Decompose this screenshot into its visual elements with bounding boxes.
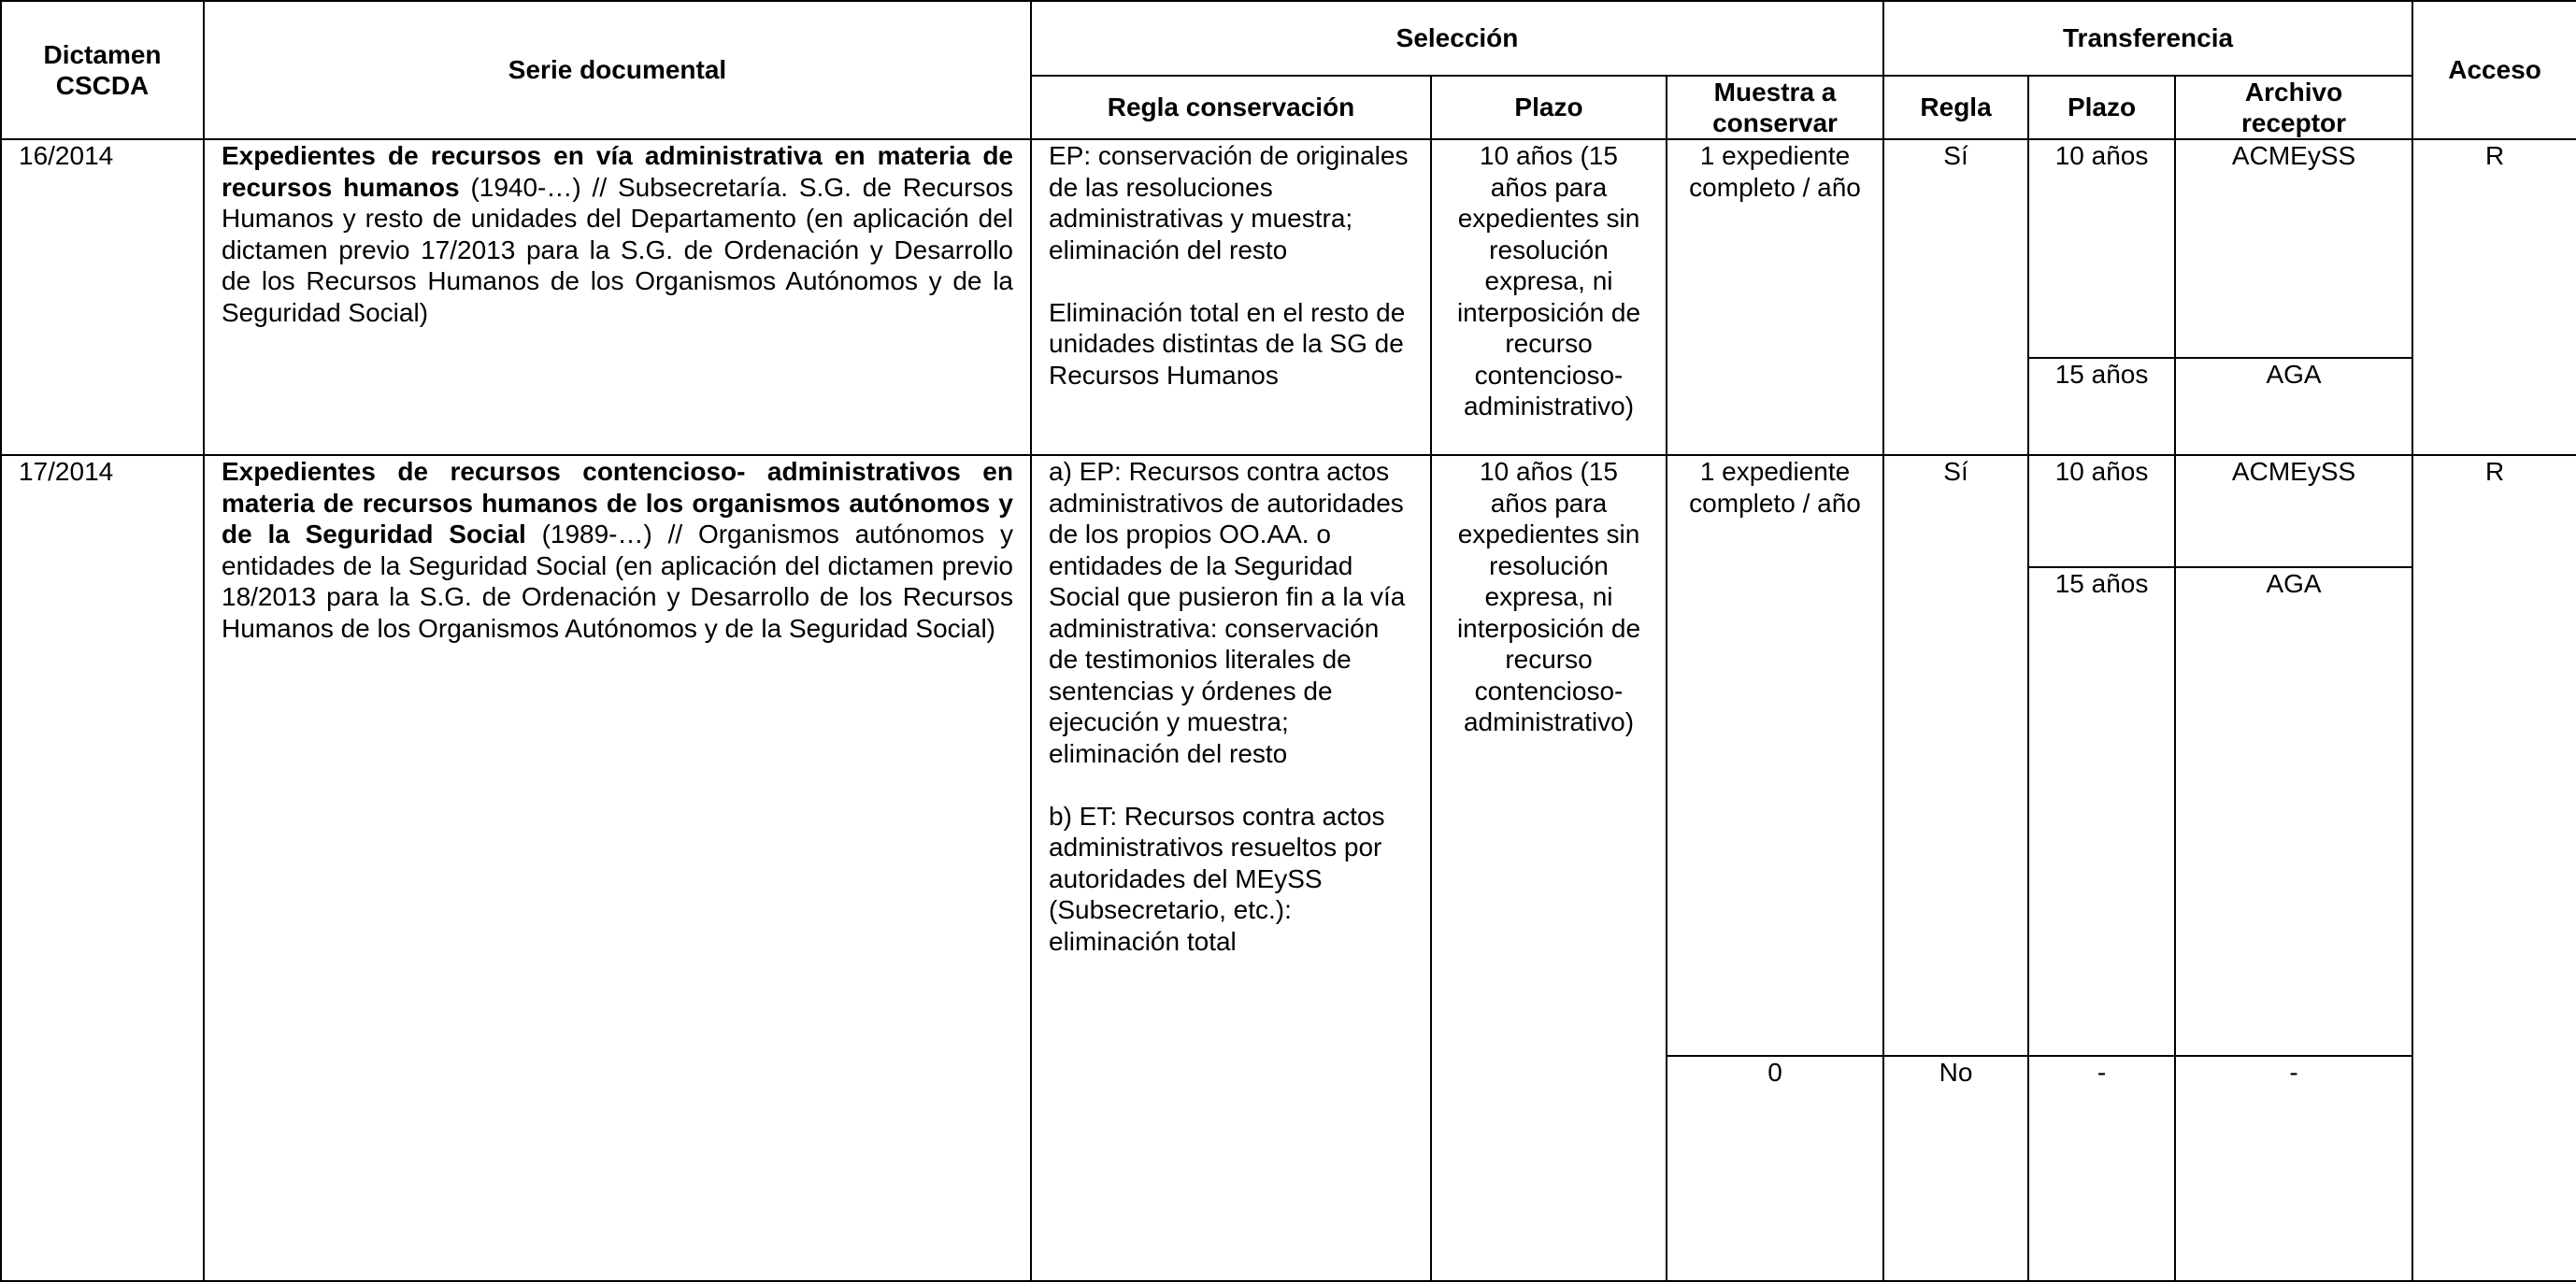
regla-cell: Sí — [1883, 139, 2028, 455]
header-plazo-seleccion: Plazo — [1431, 76, 1667, 139]
regla-cell: No — [1883, 1056, 2028, 1281]
serie-cell — [204, 139, 1031, 455]
archivo-receptor-cell: ACMEySS — [2175, 139, 2412, 358]
archivo-receptor-cell: AGA — [2175, 567, 2412, 1056]
plazo-transferencia-cell: - — [2028, 1056, 2175, 1281]
archivo-receptor-cell: - — [2175, 1056, 2412, 1281]
header-seleccion: Selección — [1031, 1, 1883, 76]
header-dictamen: Dictamen CSCDA — [1, 1, 204, 139]
regla-cell: Sí — [1883, 455, 2028, 1056]
header-acceso: Acceso — [2412, 1, 2576, 139]
dictamen-cell: 16/2014 — [1, 139, 204, 455]
acceso-cell: R — [2412, 455, 2576, 1281]
table-row — [1, 455, 2576, 567]
serie-description: (1940-…) // Subsecretaría. S.G. de Recursos Humanos y resto de unidades del Departamento (en aplicación del dictamen previo 17/2013 para la S.G. de Ordenación y Desarrollo de los Recursos Humanos de los Organismos Autónomos y de la Seguridad Social) — [222, 172, 1013, 327]
header-regla: Regla — [1883, 76, 2028, 139]
serie-description: (1989-…) // Organismos autónomos y entidades de la Seguridad Social (en aplicación del dictamen previo 18/2013 para la S.G. de Ordenación y Desarrollo de los Recursos Humanos de los Organismos Autónomos y de la Seguridad Social) — [222, 520, 1013, 643]
header-serie-documental: Serie documental — [204, 1, 1031, 139]
dictamen-cell: 17/2014 — [1, 455, 204, 1281]
regla-conservacion-cell: a) EP: Recursos contra actos administrativos de autoridades de los propios OO.AA. o entidades de la Seguridad Social que pusieron fin a la vía administrativa: conservación de testimonios literales de sentencias y órdenes de ejecución y muestra; eliminación del resto b) ET: Recursos contra actos administrativos resueltos por autoridades del MEySS (Subsecretario, etc.): eliminación total — [1031, 455, 1431, 1281]
muestra-cell: 1 expediente completo / año — [1667, 139, 1883, 455]
acceso-cell: R — [2412, 139, 2576, 455]
header-archivo-receptor: Archivo receptor — [2175, 76, 2412, 139]
archivo-receptor-cell: ACMEySS — [2175, 455, 2412, 567]
serie-title: Expedientes de recursos en vía administrativa en materia de recursos humanos — [222, 141, 1013, 202]
plazo-seleccion-cell: 10 años (15 años para expedientes sin resolución expresa, ni interposición de recurso contencioso-administrativo) — [1431, 455, 1667, 1281]
plazo-transferencia-cell: 15 años — [2028, 567, 2175, 1056]
table-row — [1, 139, 2576, 358]
plazo-transferencia-cell: 10 años — [2028, 139, 2175, 358]
header-regla-conservacion: Regla conservación — [1031, 76, 1431, 139]
serie-cell — [204, 455, 1031, 1281]
plazo-transferencia-cell: 10 años — [2028, 455, 2175, 567]
header-plazo-transferencia: Plazo — [2028, 76, 2175, 139]
header-muestra: Muestra a conservar — [1667, 76, 1883, 139]
muestra-cell: 0 — [1667, 1056, 1883, 1281]
header-transferencia: Transferencia — [1883, 1, 2412, 76]
archivo-receptor-cell: AGA — [2175, 358, 2412, 455]
serie-title: Expedientes de recursos contencioso- administrativos en materia de recursos humanos de los organismos autónomos y de la Seguridad Social — [222, 457, 1013, 549]
muestra-cell: 1 expediente completo / año — [1667, 455, 1883, 1056]
plazo-transferencia-cell: 15 años — [2028, 358, 2175, 455]
plazo-seleccion-cell: 10 años (15 años para expedientes sin resolución expresa, ni interposición de recurso contencioso-administrativo) — [1431, 139, 1667, 455]
regla-conservacion-cell: EP: conservación de originales de las resoluciones administrativas y muestra; eliminación del resto Eliminación total en el resto de unidades distintas de la SG de Recursos Humanos — [1031, 139, 1431, 455]
